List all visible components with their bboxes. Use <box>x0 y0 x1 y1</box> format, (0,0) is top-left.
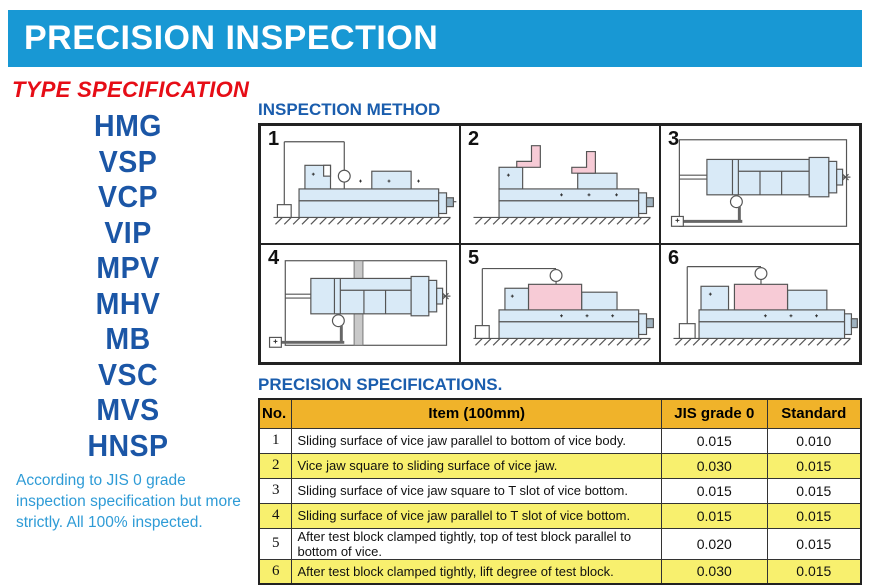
table-header-row <box>259 399 861 428</box>
table-row <box>259 428 861 453</box>
row-no: 6 <box>259 559 292 584</box>
row-standard-value: 0.015 <box>767 478 861 503</box>
row-item: After test block clamped tightly, lift degree of test block. <box>292 559 661 584</box>
table-row <box>259 528 861 559</box>
row-no: 1 <box>259 428 292 453</box>
row-jis-value: 0.015 <box>661 478 767 503</box>
table-row <box>259 503 861 528</box>
row-no: 4 <box>259 503 292 528</box>
row-item: After test block clamped tightly, top of test block parallel to bottom of vice. <box>292 528 661 559</box>
figure-number: 1 <box>268 128 280 150</box>
type-item: VIP <box>104 214 152 250</box>
row-standard-value: 0.010 <box>767 428 861 453</box>
method-cell-6 <box>660 244 860 363</box>
row-item: Sliding surface of vice jaw parallel to T slot of vice bottom. <box>292 503 661 528</box>
precision-specifications-table <box>258 398 862 585</box>
row-item: Sliding surface of vice jaw square to T slot of vice bottom. <box>292 478 661 503</box>
inspection-method-heading: INSPECTION METHOD <box>258 100 441 119</box>
method-cell-4 <box>260 244 460 363</box>
type-item: VSC <box>97 356 159 392</box>
vice-side-view-test-block-lift-diagram <box>661 245 859 362</box>
row-jis-value: 0.020 <box>661 528 767 559</box>
vice-side-view-dial-on-surface-diagram <box>261 126 459 243</box>
figure-number: 4 <box>268 247 280 269</box>
row-jis-value: 0.015 <box>661 503 767 528</box>
vice-side-view-square-gauges-diagram <box>461 126 659 243</box>
column-header-no: No. <box>259 399 292 428</box>
figure-number: 6 <box>668 247 680 269</box>
type-item: VSP <box>98 143 158 179</box>
row-standard-value: 0.015 <box>767 453 861 478</box>
row-standard-value: 0.015 <box>767 559 861 584</box>
row-standard-value: 0.015 <box>767 528 861 559</box>
precision-specifications-heading: PRECISION SPECIFICATIONS. <box>258 375 503 394</box>
page-title: PRECISION INSPECTION <box>8 10 862 67</box>
type-item: MVS <box>96 392 160 427</box>
row-item: Sliding surface of vice jaw parallel to bottom of vice body. <box>292 428 661 453</box>
type-item: MPV <box>96 250 160 285</box>
method-cell-5 <box>460 244 660 363</box>
row-item: Vice jaw square to sliding surface of vice jaw. <box>292 453 661 478</box>
vice-top-view-dial-square-to-slot-diagram <box>661 126 859 243</box>
type-item: MB <box>105 321 151 356</box>
figure-number: 2 <box>468 128 480 150</box>
method-cell-2 <box>460 125 660 244</box>
figure-number: 5 <box>468 247 480 269</box>
method-cell-3 <box>660 125 860 244</box>
type-specification-heading: TYPE SPECIFICATION <box>12 77 250 102</box>
type-item: MHV <box>95 285 161 321</box>
column-header-item: Item (100mm) <box>292 399 661 428</box>
type-item: VCP <box>97 179 159 214</box>
row-jis-value: 0.015 <box>661 428 767 453</box>
row-jis-value: 0.030 <box>661 453 767 478</box>
vice-top-view-dial-parallel-to-slot-diagram <box>261 245 459 362</box>
vice-side-view-test-block-parallel-diagram <box>461 245 659 362</box>
row-no: 5 <box>259 528 292 559</box>
jis-note: According to JIS 0 grade inspection specification but more strictly. All 100% inspected. <box>16 472 241 531</box>
table-row <box>259 559 861 584</box>
table-row <box>259 453 861 478</box>
row-no: 3 <box>259 478 292 503</box>
type-item: HMG <box>94 108 162 143</box>
column-header-standard: Standard <box>767 399 861 428</box>
type-list <box>0 108 256 463</box>
row-standard-value: 0.015 <box>767 503 861 528</box>
type-item: HNSP <box>87 427 169 463</box>
figure-number: 3 <box>668 128 680 150</box>
inspection-method-grid <box>258 123 862 365</box>
method-cell-1 <box>260 125 460 244</box>
column-header-jis: JIS grade 0 <box>661 399 767 428</box>
row-jis-value: 0.030 <box>661 559 767 584</box>
row-no: 2 <box>259 453 292 478</box>
table-row <box>259 478 861 503</box>
